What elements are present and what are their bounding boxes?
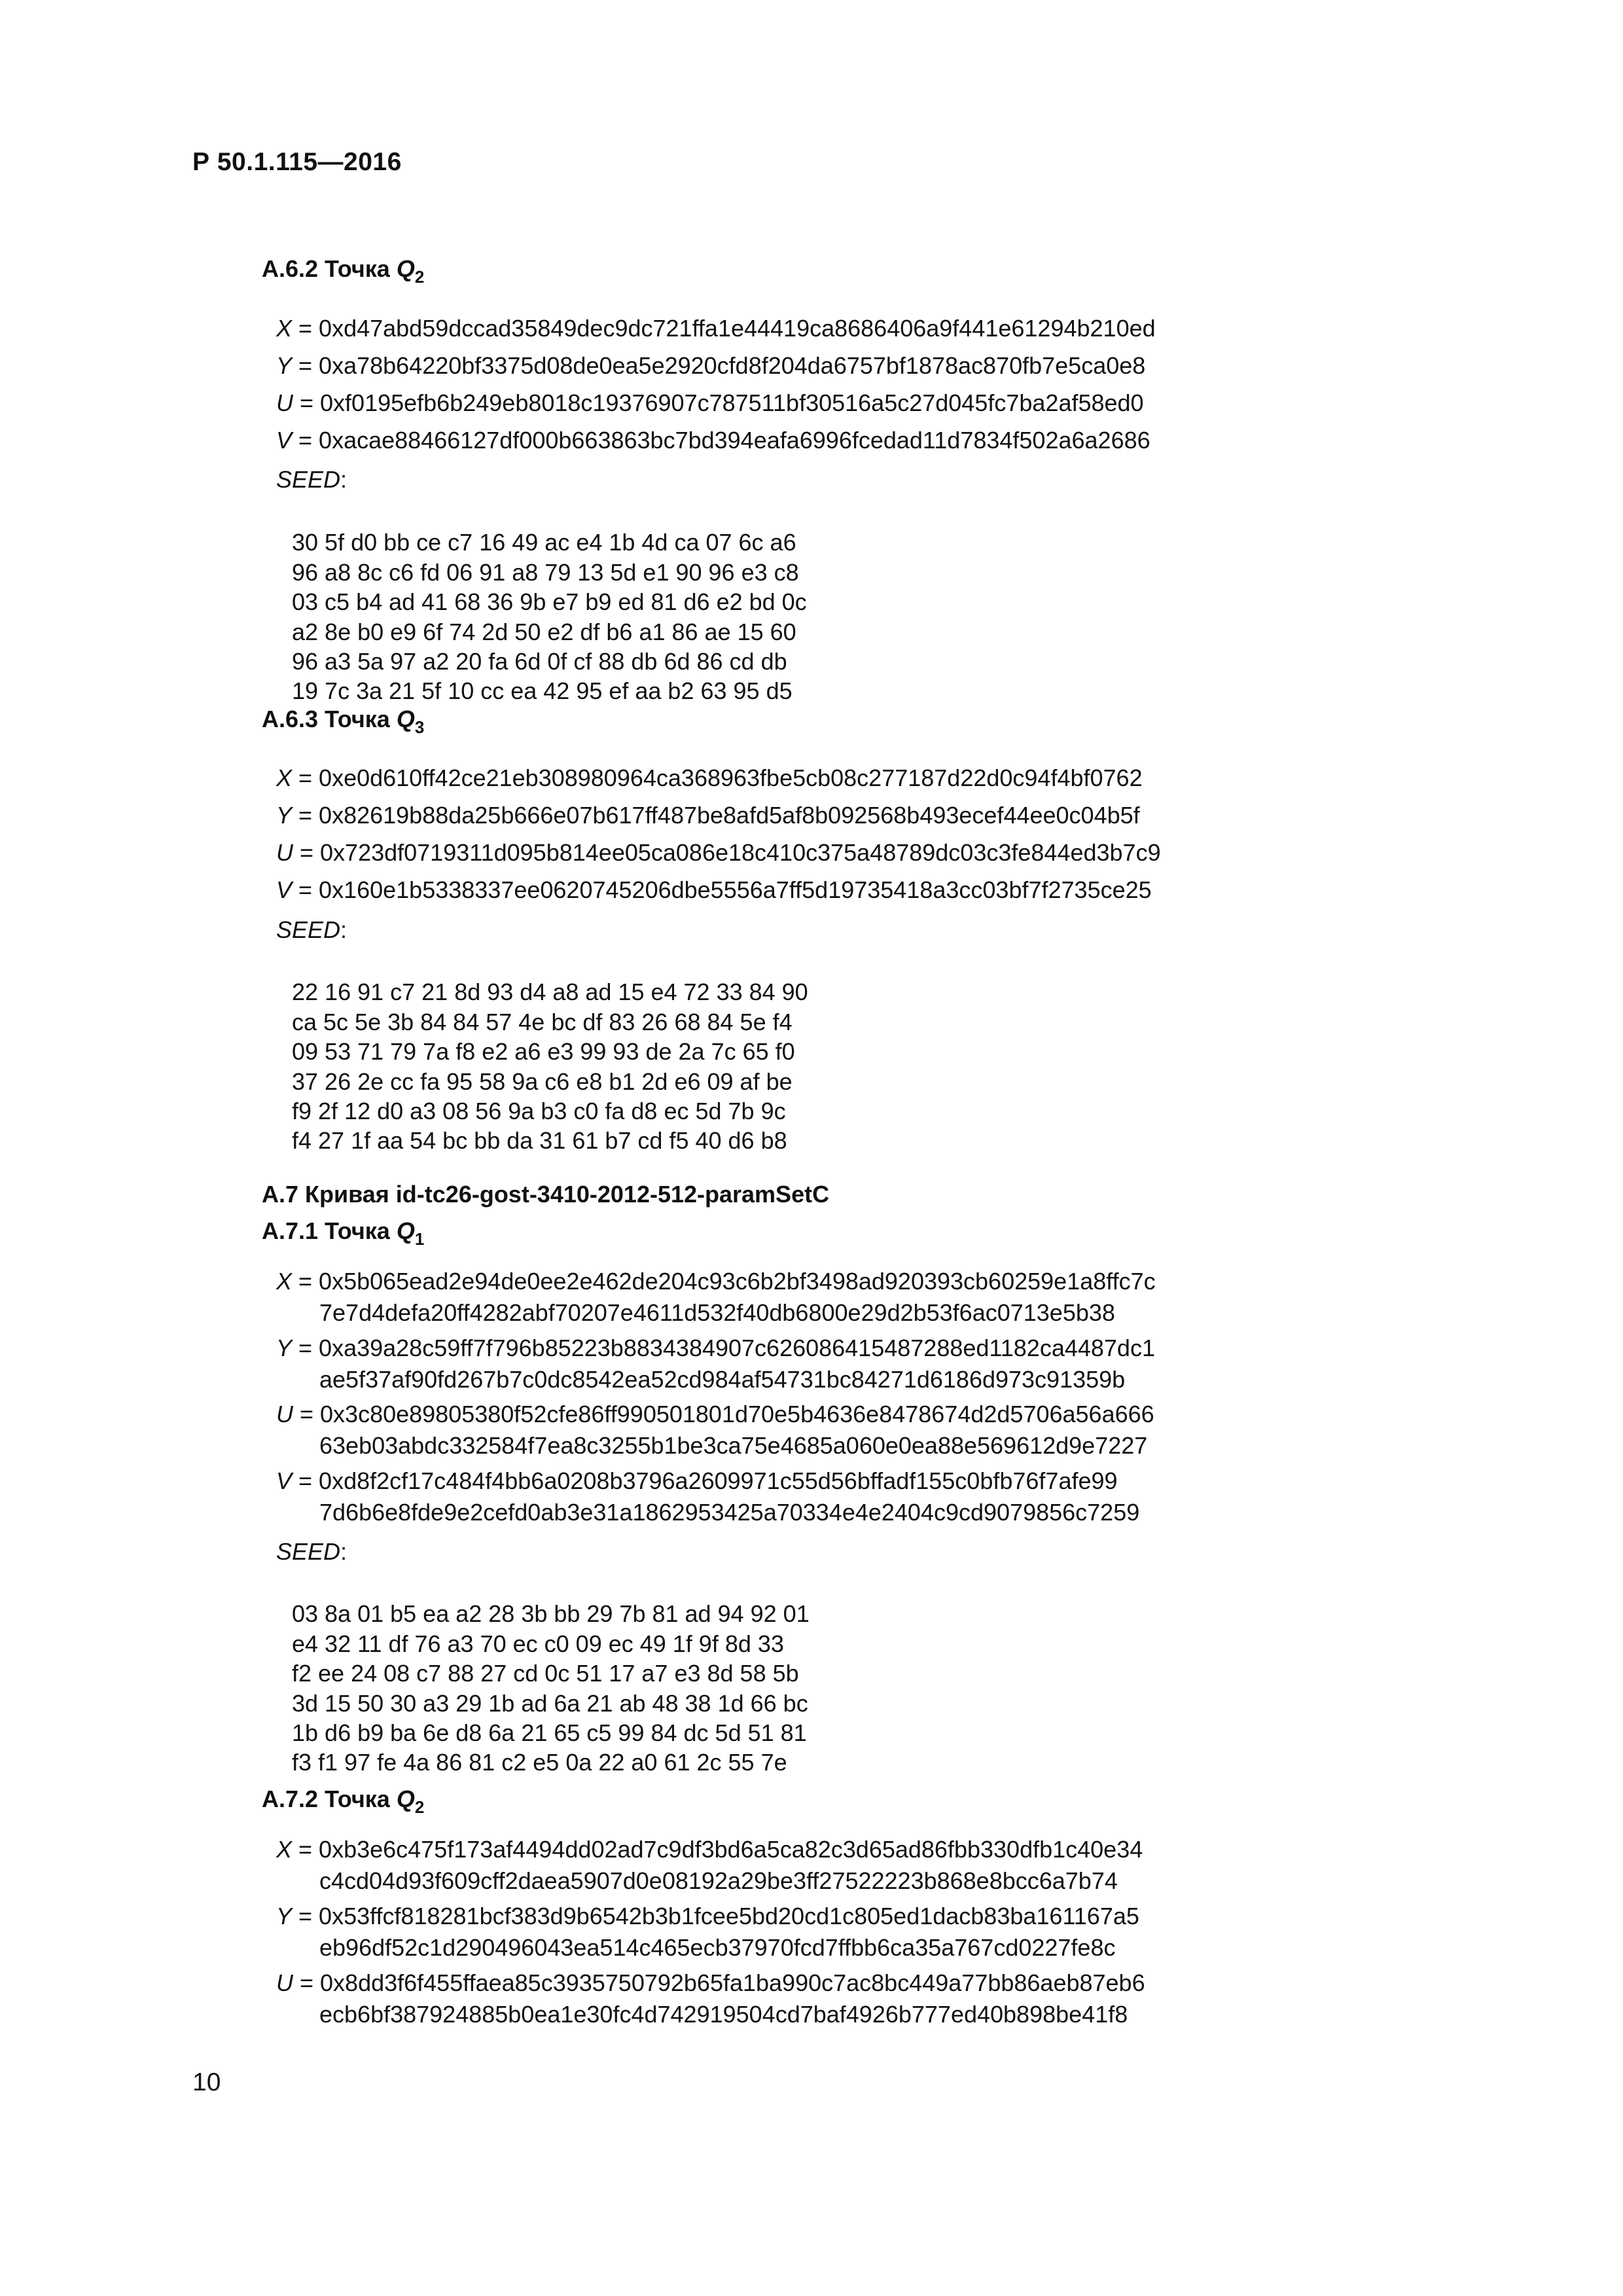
seed-line: a2 8e b0 e9 6f 74 2d 50 e2 df b6 a1 86 ae 15 60 bbox=[292, 618, 796, 645]
heading-a71-symbol: Q bbox=[396, 1217, 415, 1244]
heading-a63 bbox=[262, 706, 424, 738]
a72-y-value-2: eb96df52c1d290496043ea514c465ecb37970fcd7ffbb6ca35a767cd0227fe8c bbox=[319, 1934, 1116, 1961]
document-code: Р 50.1.115—2016 bbox=[192, 148, 402, 176]
a62-u: U = 0xf0195efb6b249eb8018c19376907c787511bf30516a5c27d045fc7ba2af58ed0 bbox=[276, 389, 1144, 416]
a62-y-value: 0xa78b64220bf3375d08de0ea5e2920cfd8f204da6757bf1878ac870fb7e5ca0e8 bbox=[319, 352, 1146, 379]
a63-u-value: 0x723df0719311d095b814ee05ca086e18c410c375a48789dc03c3fe844ed3b7c9 bbox=[320, 839, 1161, 866]
a71-u: U = 0x3c80e89805380f52cfe86ff990501801d70e5b4636e8478674d2d5706a56a666 63eb03abdc332584f7ea8c3255b1be3ca75e4685a060e0ea88e569612d9e7227 bbox=[276, 1399, 1154, 1462]
a71-seed-bytes bbox=[292, 1570, 810, 1807]
heading-a63-prefix: А.6.3 Точка bbox=[262, 706, 397, 732]
heading-a62 bbox=[262, 255, 424, 287]
a63-seed-bytes bbox=[292, 948, 808, 1185]
a63-x-value: 0xe0d610ff42ce21eb308980964ca368963fbe5cb08c277187d22d0c94f4bf0762 bbox=[319, 764, 1143, 791]
a63-y-value: 0x82619b88da25b666e07b617ff487be8afd5af8b092568b493ecef44ee0c04b5f bbox=[319, 802, 1140, 829]
a62-u-value: 0xf0195efb6b249eb8018c19376907c787511bf30516a5c27d045fc7ba2af58ed0 bbox=[320, 389, 1144, 416]
heading-a63-symbol: Q bbox=[396, 706, 415, 732]
a72-y-value-1: 0x53ffcf818281bcf383d9b6542b3b1fcee5bd20cd1c805ed1dacb83ba161167a5 bbox=[319, 1903, 1139, 1929]
a72-y: Y = 0x53ffcf818281bcf383d9b6542b3b1fcee5bd20cd1c805ed1dacb83ba161167a5 eb96df52c1d290496043ea514c465ecb37970fcd7ffbb6ca35a767cd0227fe8c bbox=[276, 1901, 1139, 1964]
a72-u-value-1: 0x8dd3f6f455ffaea85c3935750792b65fa1ba990c7ac8bc449a77bb86aeb87eb6 bbox=[320, 1969, 1145, 1996]
a71-x: X = 0x5b065ead2e94de0ee2e462de204c93c6b2bf3498ad920393cb60259e1a8ffc7c 7e7d4defa20ff4282abf70207e4611d532f40db6800e29d2b53f6ac0713e5b38 bbox=[276, 1266, 1156, 1329]
a71-v: V = 0xd8f2cf17c484f4bb6a0208b3796a2609971c55d56bffadf155c0bfb76f7afe99 7d6b6e8fde9e2cefd0ab3e31a1862953425a70334e4e2404c9cd9079856c7259 bbox=[276, 1465, 1139, 1528]
heading-a62-prefix: А.6.2 Точка bbox=[262, 255, 397, 282]
seed-line: f9 2f 12 d0 a3 08 56 9a b3 c0 fa d8 ec 5d 7b 9c bbox=[292, 1098, 786, 1125]
seed-line: f3 f1 97 fe 4a 86 81 c2 e5 0a 22 a0 61 2c 55 7e bbox=[292, 1749, 787, 1776]
heading-a71 bbox=[262, 1217, 424, 1249]
a72-x-value-2: c4cd04d93f609cff2daea5907d0e08192a29be3ff27522223b868e8bcc6a7b74 bbox=[319, 1867, 1118, 1894]
a62-y: Y = 0xa78b64220bf3375d08de0ea5e2920cfd8f204da6757bf1878ac870fb7e5ca0e8 bbox=[276, 352, 1146, 379]
seed-line: ca 5c 5e 3b 84 84 57 4e bc df 83 26 68 84 5e f4 bbox=[292, 1008, 793, 1035]
a71-u-value-2: 63eb03abdc332584f7ea8c3255b1be3ca75e4685a060e0ea88e569612d9e7227 bbox=[319, 1432, 1148, 1459]
heading-a62-subscript: 2 bbox=[414, 267, 425, 287]
a62-seed-label: SEED: bbox=[276, 466, 348, 493]
seed-line: 19 7c 3a 21 5f 10 cc ea 42 95 ef aa b2 63 95 d5 bbox=[292, 677, 793, 705]
a71-v-value-1: 0xd8f2cf17c484f4bb6a0208b3796a2609971c55d56bffadf155c0bfb76f7afe99 bbox=[319, 1467, 1118, 1494]
a63-v-value: 0x160e1b5338337ee0620745206dbe5556a7ff5d19735418a3cc03bf7f2735ce25 bbox=[319, 876, 1152, 903]
seed-line: 3d 15 50 30 a3 29 1b ad 6a 21 ab 48 38 1d 66 bc bbox=[292, 1689, 808, 1717]
heading-a72-symbol: Q bbox=[396, 1785, 415, 1812]
a71-v-value-2: 7d6b6e8fde9e2cefd0ab3e31a1862953425a70334e4e2404c9cd9079856c7259 bbox=[319, 1499, 1140, 1526]
seed-line: 30 5f d0 bb ce c7 16 49 ac e4 1b 4d ca 07 6c a6 bbox=[292, 529, 796, 556]
a62-x-value: 0xd47abd59dccad35849dec9dc721ffa1e44419ca8686406a9f441e61294b210ed bbox=[319, 315, 1156, 342]
a71-x-value-2: 7e7d4defa20ff4282abf70207e4611d532f40db6800e29d2b53f6ac0713e5b38 bbox=[319, 1299, 1115, 1326]
seed-line: 03 c5 b4 ad 41 68 36 9b e7 b9 ed 81 d6 e2 bd 0c bbox=[292, 588, 807, 616]
heading-a62-symbol: Q bbox=[396, 255, 415, 282]
heading-a63-subscript: 3 bbox=[414, 717, 425, 737]
a71-u-value-1: 0x3c80e89805380f52cfe86ff990501801d70e5b4636e8478674d2d5706a56a666 bbox=[320, 1401, 1154, 1427]
seed-line: e4 32 11 df 76 a3 70 ec c0 09 ec 49 1f 9f 8d 33 bbox=[292, 1630, 784, 1657]
a71-seed-label: SEED: bbox=[276, 1538, 348, 1565]
heading-a7: А.7 Кривая id-tc26-gost-3410-2012-512-paramSetC bbox=[262, 1181, 830, 1208]
page-number: 10 bbox=[192, 2068, 221, 2096]
a72-u: U = 0x8dd3f6f455ffaea85c3935750792b65fa1ba990c7ac8bc449a77bb86aeb87eb6 ecb6bf387924885b0ea1e30fc4d742919504cd7baf4926b777ed40b898be41f8 bbox=[276, 1967, 1145, 2030]
heading-a72-prefix: А.7.2 Точка bbox=[262, 1785, 397, 1812]
seed-line: 96 a3 5a 97 a2 20 fa 6d 0f cf 88 db 6d 86 cd db bbox=[292, 648, 787, 675]
a72-x: X = 0xb3e6c475f173af4494dd02ad7c9df3bd6a5ca82c3d65ad86fbb330dfb1c40e34 c4cd04d93f609cff2daea5907d0e08192a29be3ff27522223b868e8bcc6a7b74 bbox=[276, 1834, 1143, 1897]
seed-line: f2 ee 24 08 c7 88 27 cd 0c 51 17 a7 e3 8d 58 5b bbox=[292, 1660, 799, 1687]
seed-line: 03 8a 01 b5 ea a2 28 3b bb 29 7b 81 ad 94 92 01 bbox=[292, 1600, 810, 1628]
a71-y-value-1: 0xa39a28c59ff7f796b85223b8834384907c626086415487288ed1182ca4487dc1 bbox=[319, 1335, 1155, 1361]
a62-v-value: 0xacae88466127df000b663863bc7bd394eafa6996fcedad11d7834f502a6a2686 bbox=[319, 427, 1150, 454]
a71-y: Y = 0xa39a28c59ff7f796b85223b8834384907c626086415487288ed1182ca4487dc1 ae5f37af90fd267b7c0dc8542ea52cd984af54731bc84271d6186d973c91359b bbox=[276, 1333, 1155, 1395]
seed-line: 1b d6 b9 ba 6e d8 6a 21 65 c5 99 84 dc 5d 51 81 bbox=[292, 1719, 807, 1747]
a62-seed-bytes bbox=[292, 498, 807, 736]
heading-a71-prefix: А.7.1 Точка bbox=[262, 1217, 397, 1244]
a63-u: U = 0x723df0719311d095b814ee05ca086e18c410c375a48789dc03c3fe844ed3b7c9 bbox=[276, 839, 1161, 866]
a71-x-value-1: 0x5b065ead2e94de0ee2e462de204c93c6b2bf3498ad920393cb60259e1a8ffc7c bbox=[319, 1268, 1156, 1295]
a63-y: Y = 0x82619b88da25b666e07b617ff487be8afd5af8b092568b493ecef44ee0c04b5f bbox=[276, 802, 1140, 829]
a63-x: X = 0xe0d610ff42ce21eb308980964ca368963fbe5cb08c277187d22d0c94f4bf0762 bbox=[276, 764, 1143, 791]
a63-v: V = 0x160e1b5338337ee0620745206dbe5556a7ff5d19735418a3cc03bf7f2735ce25 bbox=[276, 876, 1152, 903]
heading-a72 bbox=[262, 1785, 424, 1818]
a71-y-value-2: ae5f37af90fd267b7c0dc8542ea52cd984af54731bc84271d6186d973c91359b bbox=[319, 1366, 1126, 1393]
seed-line: 96 a8 8c c6 fd 06 91 a8 79 13 5d e1 90 96 e3 c8 bbox=[292, 558, 799, 586]
seed-line: f4 27 1f aa 54 bc bb da 31 61 b7 cd f5 40 d6 b8 bbox=[292, 1127, 787, 1155]
seed-line: 09 53 71 79 7a f8 e2 a6 e3 99 93 de 2a 7c 65 f0 bbox=[292, 1038, 795, 1066]
seed-line: 22 16 91 c7 21 8d 93 d4 a8 ad 15 e4 72 33 84 90 bbox=[292, 978, 808, 1006]
seed-line: 37 26 2e cc fa 95 58 9a c6 e8 b1 2d e6 09 af be bbox=[292, 1067, 793, 1095]
a63-seed-label: SEED: bbox=[276, 916, 348, 943]
a62-v: V = 0xacae88466127df000b663863bc7bd394eafa6996fcedad11d7834f502a6a2686 bbox=[276, 427, 1150, 454]
a72-x-value-1: 0xb3e6c475f173af4494dd02ad7c9df3bd6a5ca82c3d65ad86fbb330dfb1c40e34 bbox=[319, 1836, 1143, 1863]
heading-a71-subscript: 1 bbox=[414, 1229, 425, 1249]
a72-u-value-2: ecb6bf387924885b0ea1e30fc4d742919504cd7baf4926b777ed40b898be41f8 bbox=[319, 2001, 1128, 2028]
heading-a72-subscript: 2 bbox=[414, 1797, 425, 1817]
a62-x: X = 0xd47abd59dccad35849dec9dc721ffa1e44419ca8686406a9f441e61294b210ed bbox=[276, 315, 1156, 342]
